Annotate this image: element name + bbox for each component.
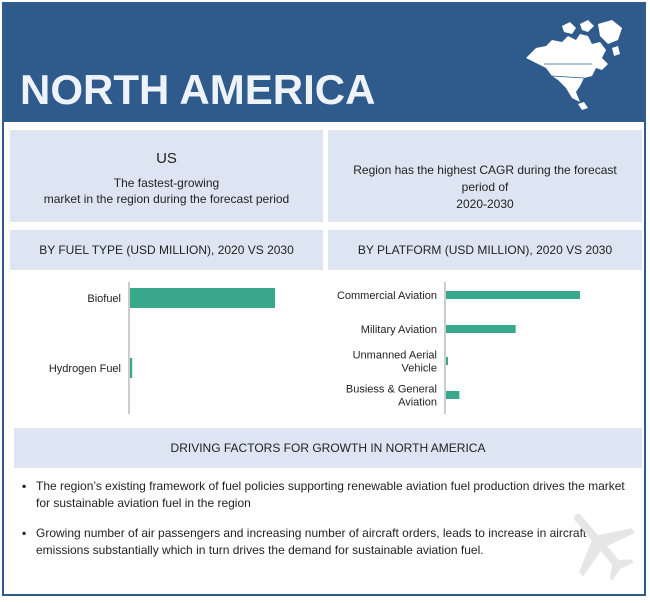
us-title: US <box>156 150 177 167</box>
category-label: Vehicle <box>401 362 437 375</box>
category-label: Biofuel <box>87 293 121 305</box>
fuel-chart-header: BY FUEL TYPE (USD MILLION), 2020 VS 2030 <box>10 230 323 270</box>
platform-chart-header: BY PLATFORM (USD MILLION), 2020 VS 2030 <box>328 230 642 270</box>
driving-factors-list <box>22 478 630 572</box>
region-cagr-box <box>328 130 642 222</box>
bullet-icon: ▪ <box>22 479 27 493</box>
region-cagr-text <box>328 162 642 213</box>
fuel-type-bar-chart <box>10 276 323 418</box>
airplane-icon <box>560 504 640 584</box>
bullet-icon: ▪ <box>22 526 27 540</box>
category-label: Hydrogen Fuel <box>48 363 121 375</box>
north-america-map-icon <box>522 18 630 110</box>
us-highlight-box <box>10 130 323 222</box>
bar <box>446 357 448 365</box>
us-subtitle <box>10 175 323 207</box>
header-banner <box>4 4 644 122</box>
list-item <box>22 525 630 559</box>
infographic-frame <box>2 2 646 596</box>
platform-bar-chart <box>328 276 642 418</box>
driving-factor-text: The region’s existing framework of fuel policies supporting renewable aviation fuel production drives the market for sustainable aviation fuel in the region <box>36 479 625 510</box>
region-cagr-line2: 2020-2030 <box>456 197 514 211</box>
category-label: Commercial Aviation <box>336 290 437 302</box>
category-label: Unmanned Aerial <box>352 349 437 362</box>
category-label: Military Aviation <box>360 324 437 336</box>
driving-factors-header: DRIVING FACTORS FOR GROWTH IN NORTH AMERICA <box>14 428 642 468</box>
page-title: NORTH AMERICA <box>20 66 376 113</box>
bar <box>446 291 580 299</box>
bar <box>130 288 275 308</box>
us-subtitle-line2: market in the region during the forecast period <box>43 192 290 206</box>
bar <box>446 325 516 333</box>
list-item <box>22 478 630 512</box>
bar <box>130 358 132 378</box>
category-label: Aviation <box>398 396 437 409</box>
bar <box>446 391 459 399</box>
category-label: Busiess & General <box>345 383 437 396</box>
region-cagr-line1: Region has the highest CAGR during the forecast period of <box>353 163 617 194</box>
driving-factor-text: Growing number of air passengers and increasing number of aircraft orders, leads to increase in aircraft emissions substantially which in turn drives the demand for sustainable aviation fuel. <box>36 526 587 557</box>
us-subtitle-line1: The fastest-growing <box>113 176 220 190</box>
